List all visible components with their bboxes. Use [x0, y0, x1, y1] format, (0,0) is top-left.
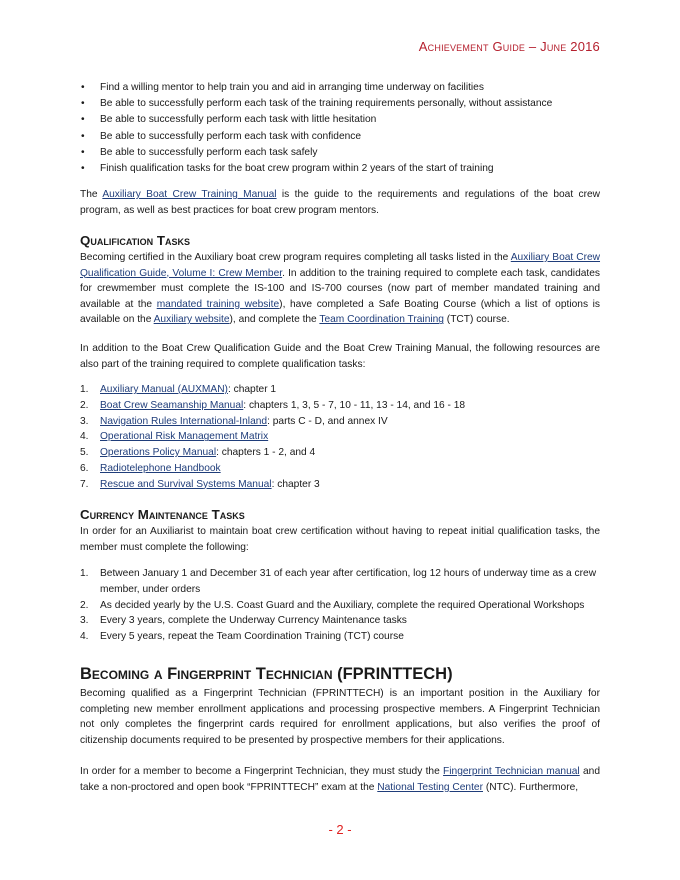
resources-list	[80, 382, 600, 493]
requirements-bullet-list	[80, 80, 600, 177]
resource-link[interactable]: Rescue and Survival Systems Manual	[100, 478, 272, 490]
resource-link[interactable]: Operations Policy Manual	[100, 447, 217, 459]
bullet-icon: •	[81, 82, 85, 93]
qualification-tasks-heading: Qualification Tasks	[80, 233, 190, 248]
list-item: 2. As decided yearly by the U.S. Coast Guard and the Auxiliary, complete the required Operational Workshops	[80, 599, 585, 611]
list-item: 3. Navigation Rules International-Inland: parts C - D, and annex IV	[80, 415, 388, 427]
bullet-icon: •	[81, 163, 85, 175]
currency-tasks-list	[80, 566, 600, 645]
list-item: • Be able to successfully perform each task safely	[80, 145, 600, 161]
list-item: 2. Boat Crew Seamanship Manual: chapters 1, 3, 5 - 7, 10 - 11, 13 - 14, and 16 - 18	[80, 399, 466, 411]
list-item: • Be able to successfully perform each task with confidence	[80, 129, 600, 145]
list-item: 1. Auxiliary Manual (AUXMAN): chapter 1	[80, 384, 277, 395]
list-item: 5. Operations Policy Manual: chapters 1 - 2, and 4	[80, 447, 316, 459]
mandated-training-website-link[interactable]: mandated training website	[156, 298, 280, 310]
fingerprint-technician-manual-link[interactable]: Fingerprint Technician manual	[443, 766, 580, 777]
list-item: 4. Operational Risk Management Matrix	[80, 431, 269, 443]
fingerprint-paragraph: Becoming qualified as a Fingerprint Technician (FPRINTTECH) is an important position in the Auxiliary for completing new member enrollment applications and processing prospective members. A Fingerprint Technician not only completes the fingerprint cards required for enrollment applications, but also verifies the proof of citizenship documents required to be presented by prospective members for their applications.	[80, 688, 600, 746]
team-coordination-training-link[interactable]: Team Coordination Training	[319, 314, 444, 326]
resources-intro-paragraph: In addition to the Boat Crew Qualification Guide and the Boat Crew Training Manual, the following resources are also part of the training required to complete qualification tasks:	[80, 343, 600, 370]
resource-link[interactable]: Radiotelephone Handbook	[100, 462, 221, 474]
resource-link[interactable]: Auxiliary Manual (AUXMAN)	[100, 384, 228, 395]
list-item: • Be able to successfully perform each task of the training requirements personally, without assistance	[80, 96, 600, 112]
fingerprint-technician-heading: Becoming a Fingerprint Technician (FPRINTTECH)	[80, 665, 453, 683]
intro-paragraph: The Auxiliary Boat Crew Training Manual is the guide to the requirements and regulations of the boat crew program, as well as best practices for boat crew program mentors.	[80, 189, 601, 216]
resource-link[interactable]: Navigation Rules International-Inland	[100, 415, 268, 427]
page-number: - 2 -	[328, 822, 352, 837]
list-item: 7. Rescue and Survival Systems Manual: chapter 3	[80, 478, 320, 490]
resource-link[interactable]: Operational Risk Management Matrix	[100, 431, 269, 443]
boat-crew-training-manual-link[interactable]: Auxiliary Boat Crew Training Manual	[102, 189, 277, 200]
fingerprint-exam-paragraph: In order for a member to become a Fingerprint Technician, they must study the Fingerprint Technician manual and take a non-proctored and open book “FPRINTTECH” exam at the National Testing Center (NTC). Furthermore,	[80, 766, 600, 793]
list-item: • Finish qualification tasks for the boat crew program within 2 years of the start of training	[80, 161, 600, 177]
resource-link[interactable]: Boat Crew Seamanship Manual	[100, 399, 244, 411]
qualification-guide-link[interactable]: Auxiliary Boat Crew Qualification Guide, Volume I: Crew Member	[80, 252, 601, 279]
currency-maintenance-heading: Currency Maintenance Tasks	[80, 507, 245, 522]
currency-intro-paragraph: In order for an Auxiliarist to maintain boat crew certification without having to repeat initial qualification tasks, the member must complete the following:	[80, 526, 600, 553]
list-item: • Find a willing mentor to help train you and aid in arranging time underway on facilities	[80, 80, 600, 96]
list-item: 4. Every 5 years, repeat the Team Coordination Training (TCT) course	[80, 631, 404, 643]
bullet-icon: •	[81, 146, 85, 158]
auxiliary-website-link[interactable]: Auxiliary website	[153, 314, 230, 326]
bullet-icon: •	[81, 130, 85, 142]
qualification-paragraph: Becoming certified in the Auxiliary boat crew program requires completing all tasks listed in the Auxiliary Boat Crew Qualification Guide, Volume I: Crew Member. In addition to the training required to complete each task, candidates for crewmember must complete the IS-100 and IS-700 courses (now part of member mandated training and available at the mandated training website), have completed a Safe Boating Course (which a list of options is available on the Auxiliary website), and complete the Team Coordination Training (TCT) course.	[80, 252, 601, 326]
list-item: 1. Between January 1 and December 31 of each year after certification, log 12 hours of underway time as a crew member, under orders	[80, 568, 597, 595]
national-testing-center-link[interactable]: National Testing Center	[377, 781, 483, 793]
bullet-icon: •	[81, 98, 85, 110]
list-item: • Be able to successfully perform each task with little hesitation	[80, 112, 600, 128]
bullet-icon: •	[81, 114, 85, 126]
list-item: 6. Radiotelephone Handbook	[80, 462, 221, 474]
list-item: 3. Every 3 years, complete the Underway Currency Maintenance tasks	[80, 615, 407, 627]
running-header: Achievement Guide – June 2016	[418, 39, 600, 54]
